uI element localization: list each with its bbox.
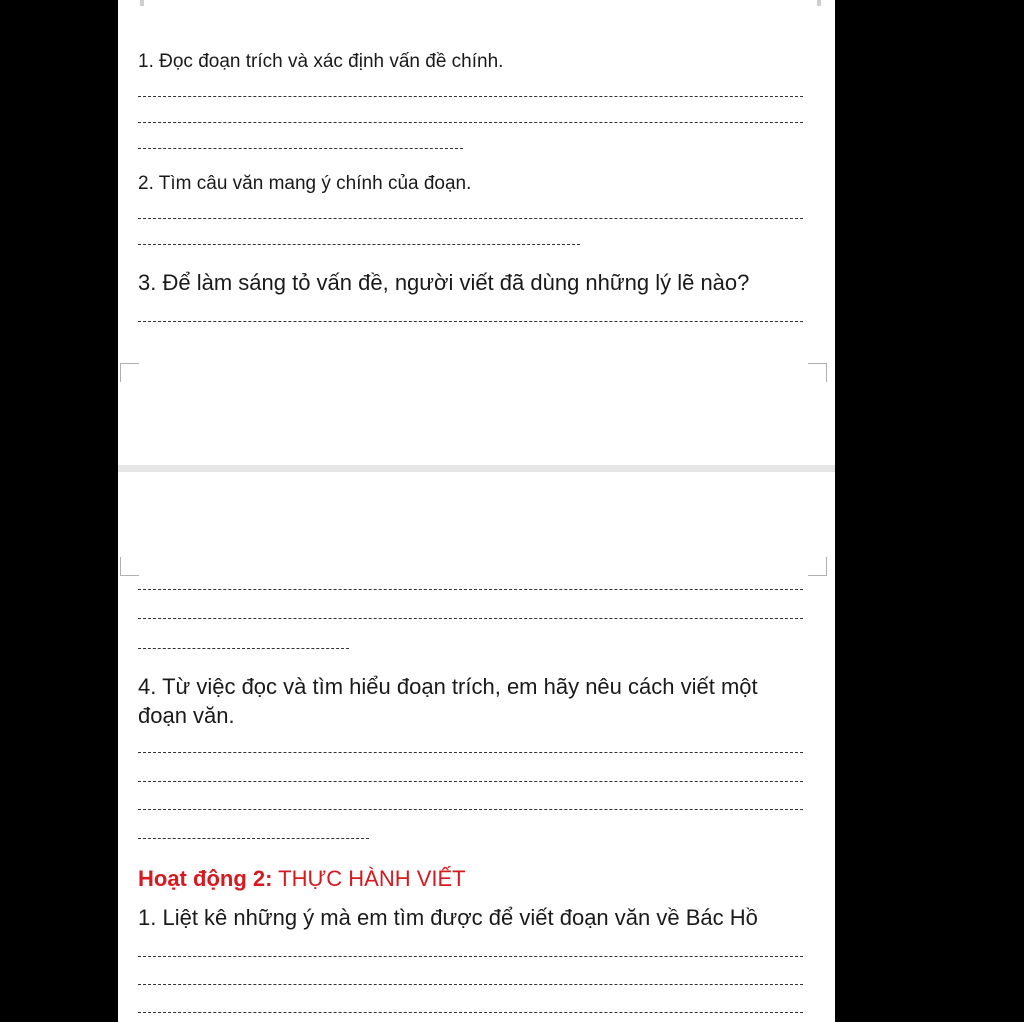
answer-line[interactable] (138, 148, 463, 149)
page-top-mark (817, 0, 821, 6)
answer-line[interactable] (138, 781, 803, 782)
margin-corner-mark (808, 363, 827, 382)
question-1[interactable]: 1. Đọc đoạn trích và xác định vấn đề chính. (138, 51, 504, 72)
answer-line[interactable] (138, 122, 803, 123)
page-top-mark (140, 0, 144, 6)
answer-line[interactable] (138, 321, 803, 322)
answer-line[interactable] (138, 218, 803, 219)
answer-line[interactable] (138, 1012, 803, 1013)
answer-line[interactable] (138, 956, 803, 957)
document-page-2 (118, 472, 835, 1022)
document-page-1 (118, 0, 835, 465)
answer-line[interactable] (138, 838, 369, 839)
activity-heading[interactable] (138, 866, 466, 892)
margin-corner-mark (120, 363, 139, 382)
activity-title: THỰC HÀNH VIẾT (272, 866, 466, 891)
answer-line[interactable] (138, 589, 803, 590)
answer-line[interactable] (138, 648, 349, 649)
activity-label: Hoạt động 2: (138, 866, 273, 891)
margin-corner-mark (120, 557, 139, 576)
question-5[interactable]: 1. Liệt kê những ý mà em tìm được để viết đoạn văn về Bác Hồ (138, 905, 758, 930)
margin-corner-mark (808, 557, 827, 576)
answer-line[interactable] (138, 752, 803, 753)
page-separator (118, 465, 835, 472)
answer-line[interactable] (138, 244, 580, 245)
answer-line[interactable] (138, 96, 803, 97)
answer-line[interactable] (138, 809, 803, 810)
answer-line[interactable] (138, 618, 803, 619)
question-3[interactable]: 3. Để làm sáng tỏ vấn đề, người viết đã dùng những lý lẽ nào? (138, 270, 750, 295)
question-4-line-1[interactable]: 4. Từ việc đọc và tìm hiểu đoạn trích, em hãy nêu cách viết một (138, 674, 758, 699)
question-4-line-2[interactable]: đoạn văn. (138, 703, 235, 728)
question-2[interactable]: 2. Tìm câu văn mang ý chính của đoạn. (138, 173, 472, 194)
answer-line[interactable] (138, 984, 803, 985)
